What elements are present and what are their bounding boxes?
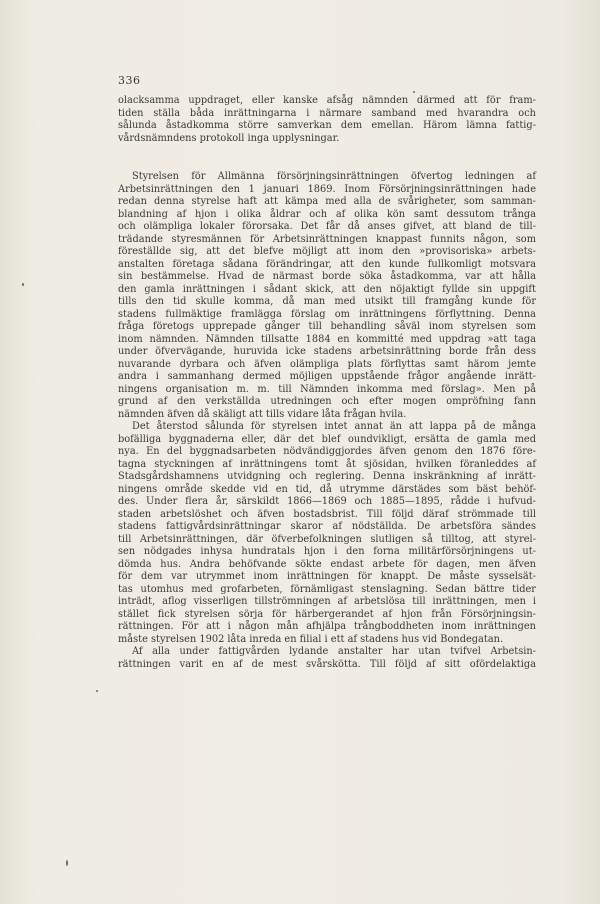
text-line: tills den tid skulle komma, då man med utsikt till framgång kunde för	[118, 296, 536, 307]
text-line: nämnden äfven då skäligt att tills vidare låta frågan hvila.	[118, 408, 407, 420]
text-line: den gamla inrättningen i sådant skick, att den nöjaktigt fyllde sin uppgift	[118, 283, 536, 295]
text-line: des. Under flera år, särskildt 1866—1869 och 1885—1895, rådde i hufvud-	[118, 496, 536, 507]
text-line: och olämpliga lokaler förorsaka. Det får då anses gifvet, att bland de till-	[118, 221, 536, 232]
text-line: dömda hus. Andra behöfvande sökte endast arbete för dagen, men äfven	[118, 558, 536, 570]
text-line: nuvarande dyrbara och äfven olämpliga plats förflyttas samt härom jemte	[118, 358, 536, 370]
text-line: ningens område skedde vid en tid, då utrymme därstädes som bäst behöf-	[118, 483, 536, 495]
text-line: olacksamma uppdraget, eller kanske afsåg nämnden därmed att för fram-	[118, 95, 536, 106]
text-line: rättningen varit en af de mest svårskötta. Till följd af sitt ofördelaktiga	[118, 658, 536, 670]
text-line: Styrelsen för Allmänna försörjningsinrättningen öfvertog ledningen af	[132, 171, 536, 182]
paper-speck	[22, 283, 24, 286]
text-line: måste styrelsen 1902 låta inreda en filial i ett af stadens hus vid Bondegatan.	[118, 633, 504, 645]
text-line: Arbetsinrättningen den 1 januari 1869. Inom Försörjningsinrättningen hade	[118, 183, 536, 195]
text-line: anstalten företaga sådana förändringar, att den kunde fullkomligt motsvara	[118, 258, 536, 270]
text-line: inom nämnden. Nämnden tillsatte 1884 en kommitté med uppdrag »att taga	[118, 333, 536, 345]
text-line: andra i sammanhang dermed möjligen uppstående frågor angående inrätt-	[118, 371, 536, 382]
paragraph-3	[118, 421, 536, 646]
text-line: rättningen. För att i någon mån afhjälpa trångboddheten inom inrättningen	[118, 621, 536, 632]
text-line: vårdsnämndens protokoll inga upplysningar.	[118, 132, 340, 144]
text-line: redan denna styrelse haft att kämpa med alla de svårigheter, som samman-	[118, 196, 536, 207]
text-line: bofälliga byggnaderna eller, där det blef oundvikligt, ersätta de gamla med	[118, 433, 536, 445]
paper-speck	[413, 91, 415, 93]
paper-speck	[96, 690, 98, 692]
paper-speck	[66, 860, 68, 866]
text-line: för dem var utrymmet inom inrättningen för knappt. De måste sysselsät-	[118, 571, 536, 582]
text-line: under öfvervägande, huruvida icke stadens arbetsinrättning borde från dess	[118, 346, 536, 357]
text-line: stället fick styrelsen sörja för härbergerandet af hjon från Försörjningsin-	[118, 608, 536, 620]
text-line: ningens organisation m. m. till Nämnden inkomma med förslag». Men på	[118, 383, 536, 395]
text-line: nya. En del byggnadsarbeten nödvändiggjordes äfven genom den 1876 före-	[118, 446, 536, 457]
text-line: sen nödgades inhysa hundratals hjon i den forna militärförsörjningens ut-	[118, 546, 536, 557]
text-line: till Arbetsinrättningen, där öfverbefolkningen slutligen så tilltog, att styrel-	[118, 533, 536, 545]
text-line: tiden ställa båda inrättningarna i närmare samband med hvarandra och	[118, 107, 536, 119]
text-line: föreställde sig, att det blefve möjligt att inom den »provisoriska» arbets-	[118, 246, 536, 257]
text-line: sin bestämmelse. Hvad de närmast borde söka åstadkomma, var att hålla	[118, 271, 536, 282]
paragraph-4	[118, 646, 536, 671]
text-line: tagna styckningen af inrättningens tomt åt sjösidan, hvilken föranleddes af	[118, 458, 536, 470]
text-line: sålunda åstadkomma större samverkan dem emellan. Härom lämna fattig-	[118, 120, 536, 131]
text-line: fråga företogs upprepade gånger till behandling såväl inom styrelsen som	[118, 321, 536, 332]
text-line: stadens fattigvårdsinrättningar skaror af nödställda. De arbetsföra sändes	[118, 521, 536, 532]
text-line: Stadsgårdshamnens utvidgning och reglering. Denna inskränkning af inrätt-	[118, 471, 536, 482]
paragraph-2	[118, 171, 536, 421]
page-number: 336	[118, 74, 141, 87]
text-line: stadens fullmäktige framlägga förslag om inrättningens förflyttning. Denna	[118, 308, 536, 320]
text-line: tas utomhus med grofarbeten, förnämligast stenslagning. Sedan bättre tider	[118, 583, 536, 595]
text-line: grund af den verkställda utredningen och efter mogen ompröfning fann	[118, 396, 536, 407]
text-line: blandning af hjon i olika åldrar och af olika kön samt dessutom trånga	[118, 208, 536, 220]
paragraph-1	[118, 95, 536, 145]
text-line: Det återstod sålunda för styrelsen intet annat än att lappa på de många	[132, 421, 536, 432]
text-line: trädande styresmännen för Arbetsinrättningen knappast funnits någon, som	[118, 233, 536, 245]
text-line: staden arbetslöshet och äfven bostadsbrist. Till följd däraf strömmade till	[118, 508, 536, 520]
body-text	[118, 95, 536, 671]
text-line: Af alla under fattigvården lydande anstalter har utan tvifvel Arbetsin-	[132, 646, 536, 657]
text-line: inträdt, aflog visserligen tillströmningen af arbetslösa till inrättningen, men i	[118, 596, 536, 607]
